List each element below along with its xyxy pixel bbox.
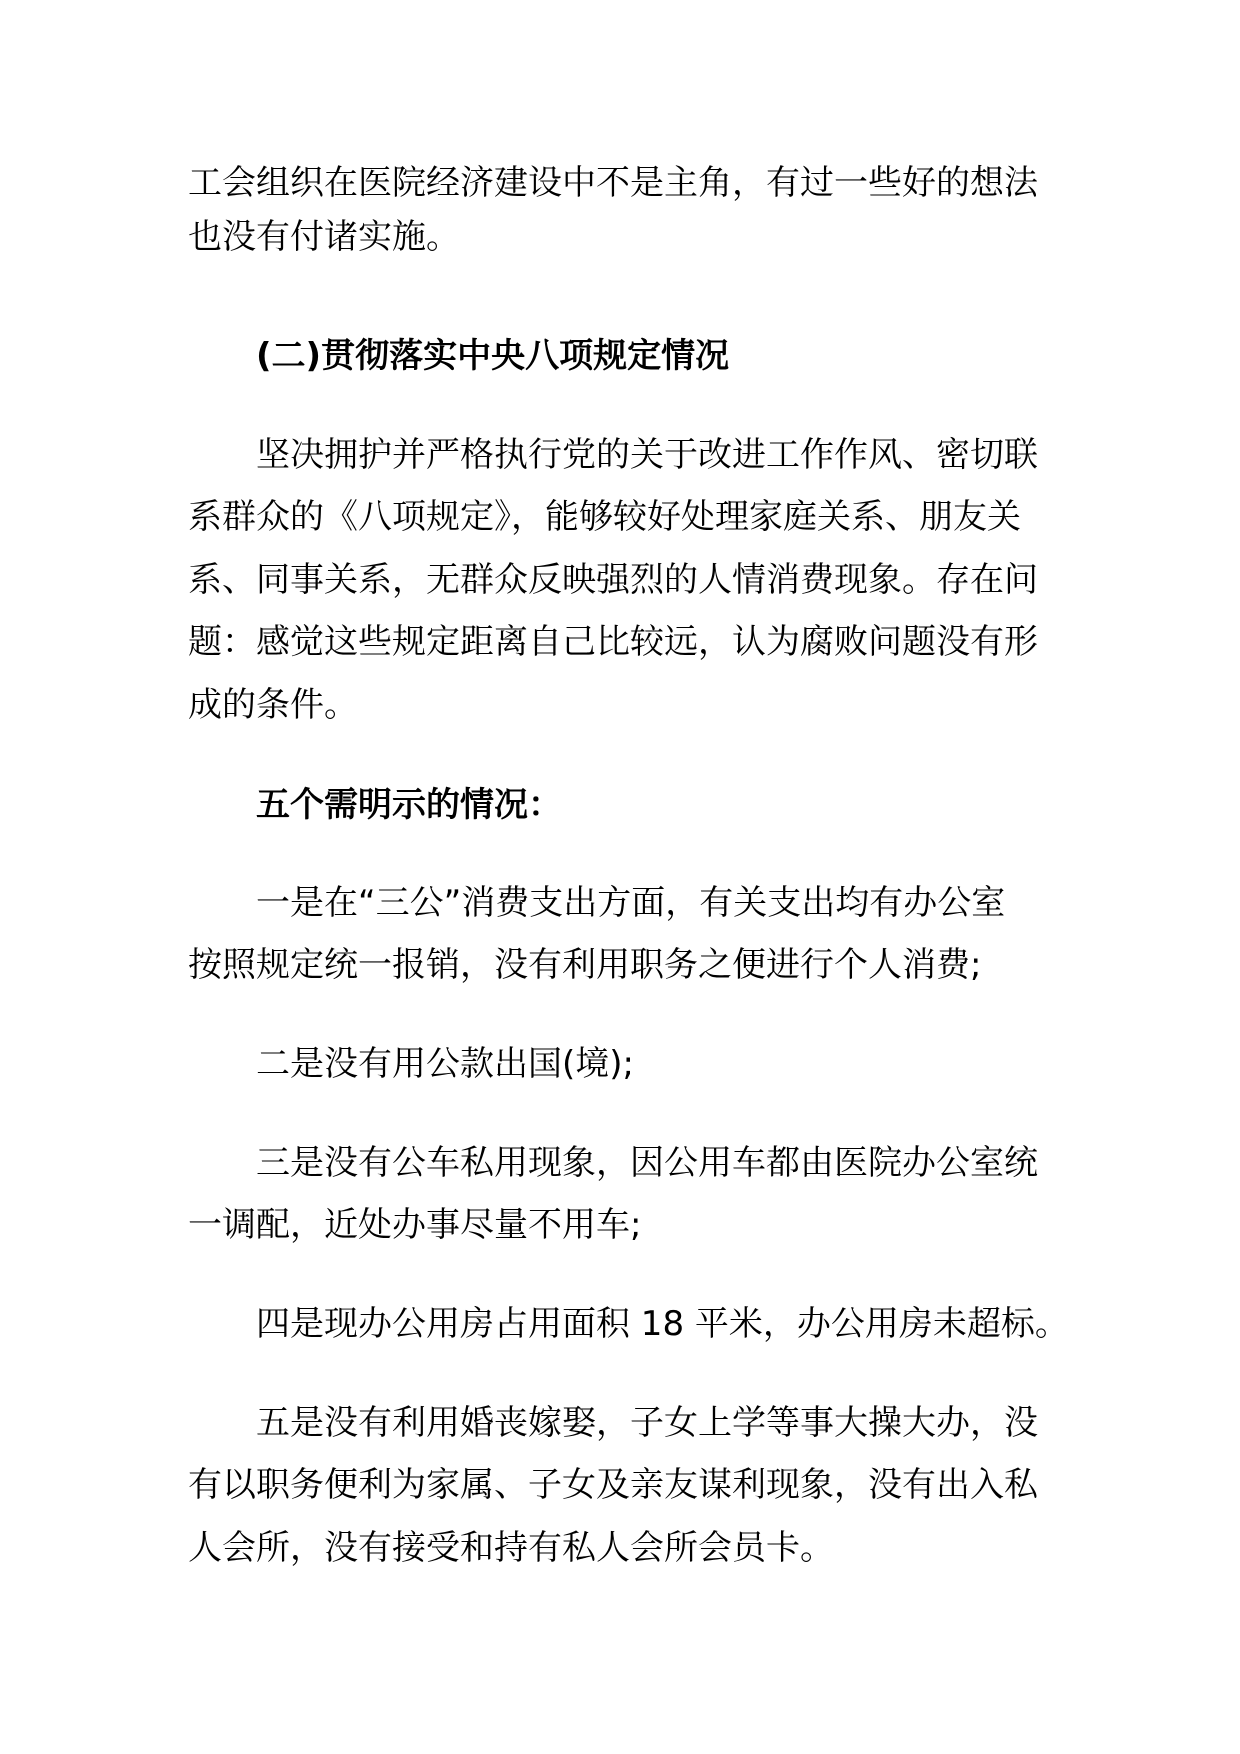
paragraph-line: 一是在“三公”消费支出方面，有关支出均有办公室 <box>256 883 1006 923</box>
section-heading: 五个需明示的情况： <box>256 785 562 825</box>
paragraph-line: 人会所，没有接受和持有私人会所会员卡。 <box>188 1528 834 1568</box>
paragraph-line: 三是没有公车私用现象，因公用车都由医院办公室统 <box>256 1143 1038 1183</box>
paragraph-line: 有以职务便利为家属、子女及亲友谋利现象，没有出入私 <box>188 1465 1038 1505</box>
paragraph-line: 也没有付诸实施。 <box>188 217 460 257</box>
paragraph-line: 按照规定统一报销，没有利用职务之便进行个人消费; <box>188 945 982 985</box>
paragraph-line: 题：感觉这些规定距离自己比较远，认为腐败问题没有形 <box>188 622 1038 662</box>
paragraph-line: 坚决拥护并严格执行党的关于改进工作作风、密切联 <box>256 435 1038 475</box>
paragraph-line: 五是没有利用婚丧嫁娶，子女上学等事大操大办，没 <box>256 1403 1038 1443</box>
paragraph-line: 二是没有用公款出国(境); <box>256 1044 634 1084</box>
paragraph-line: 四是现办公用房占用面积 18 平米，办公用房未超标。 <box>256 1304 1069 1344</box>
paragraph-line: 工会组织在医院经济建设中不是主角，有过一些好的想法 <box>188 163 1038 203</box>
paragraph-line: 一调配，近处办事尽量不用车; <box>188 1205 642 1245</box>
paragraph-line: 成的条件。 <box>188 685 358 725</box>
section-heading: (二)贯彻落实中央八项规定情况 <box>256 336 730 376</box>
paragraph-line: 系群众的《八项规定》，能够较好处理家庭关系、朋友关 <box>188 497 1021 537</box>
paragraph-line: 系、同事关系，无群众反映强烈的人情消费现象。存在问 <box>188 560 1038 600</box>
